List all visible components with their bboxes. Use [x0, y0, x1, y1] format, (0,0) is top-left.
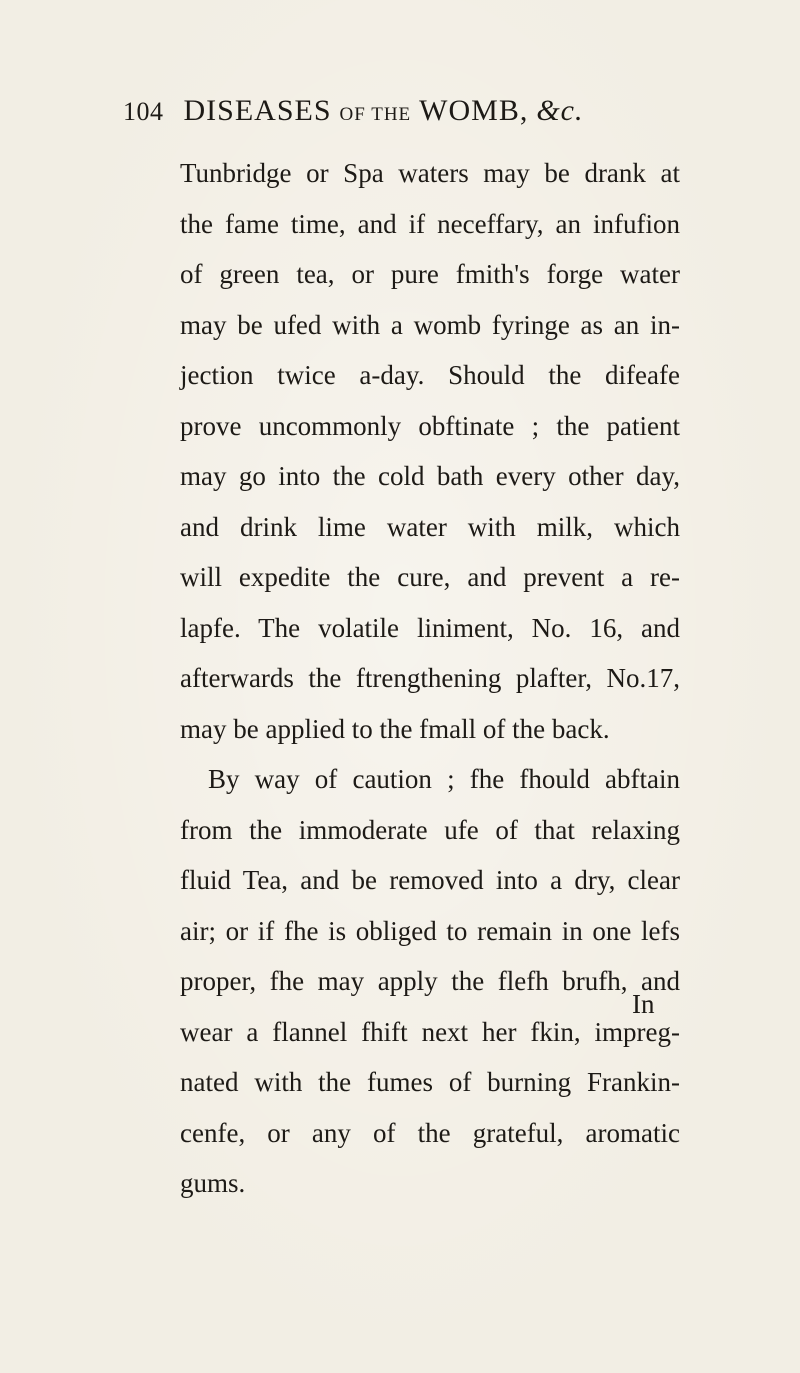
- text-line: from the immoderate ufe of that relaxing: [180, 814, 680, 845]
- text-line: air; or if fhe is obliged to remain in one lefs: [180, 915, 680, 946]
- text-line: cenfe, or any of the grateful, aromatic: [180, 1117, 680, 1148]
- text-line: may be ufed with a womb fyringe as an in-: [180, 309, 680, 340]
- running-title-etc: &c.: [536, 94, 584, 127]
- running-title-womb: WOMB,: [419, 94, 529, 127]
- text-line: By way of caution ; fhe fhould abftain: [208, 764, 680, 794]
- running-head: [123, 94, 743, 134]
- page-number: 104: [123, 97, 164, 126]
- text-line: gums.: [180, 1168, 246, 1198]
- text-line: fluid Tea, and be removed into a dry, clear: [180, 865, 680, 895]
- text-line: nated with the fumes of burning Frankin-: [180, 1067, 680, 1097]
- text-line: of green tea, or pure fmith's forge water: [180, 259, 680, 289]
- text-line: afterwards the ftrengthening plafter, No.17,: [180, 663, 680, 693]
- text-line: prove uncommonly obftinate ; the patient: [180, 410, 680, 441]
- body-text: [180, 148, 680, 1209]
- text-line: may be applied to the fmall of the back.: [180, 713, 610, 744]
- text-line: and drink lime water with milk, which: [180, 511, 680, 542]
- text-line: the fame time, and if neceffary, an infufion: [180, 208, 680, 239]
- catchword: In: [632, 989, 655, 1019]
- text-line: wear a flannel fhift next her fkin, impreg-: [180, 1016, 680, 1047]
- text-line: jection twice a-day. Should the difeafe: [180, 360, 680, 390]
- running-title-diseases: DISEASES: [183, 94, 332, 127]
- text-line: Tunbridge or Spa waters may be drank at: [180, 158, 680, 188]
- text-line: will expedite the cure, and prevent a re-: [180, 562, 680, 592]
- text-line: may go into the cold bath every other day,: [180, 461, 680, 491]
- text-line: proper, fhe may apply the flefh brufh, and: [180, 966, 680, 996]
- running-title-of-the: OF THE: [339, 104, 412, 125]
- text-line: lapfe. The volatile liniment, No. 16, and: [180, 612, 680, 643]
